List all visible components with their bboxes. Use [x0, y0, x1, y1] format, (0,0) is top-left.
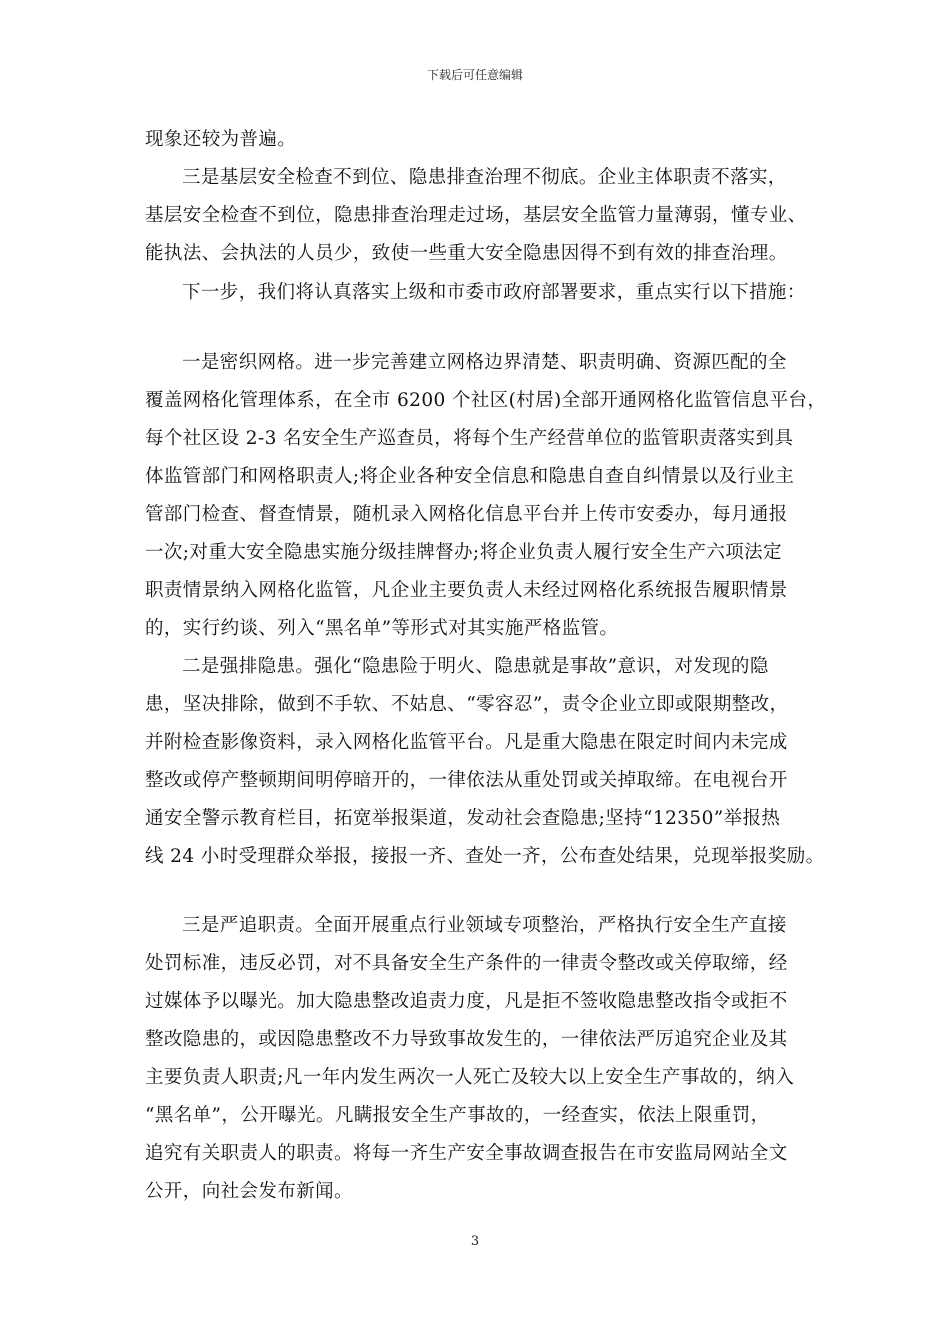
- page-header: 下载后可任意编辑: [426, 68, 523, 82]
- text-line: 一次;对重大安全隐患实施分级挂牌督办;将企业负责人履行安全生产六项法定: [145, 542, 782, 563]
- paragraph-start-line: 一是密织网格。进一步完善建立网格边界清楚、职责明确、资源匹配的全: [182, 352, 787, 373]
- text-line: 通安全警示教育栏目，拓宽举报渠道，发动社会查隐患;坚持“12350”举报热: [145, 808, 781, 829]
- text-line: “黑名单”，公开曝光。凡瞒报安全生产事故的，一经查实，依法上限重罚，: [145, 1105, 770, 1126]
- page-number: 3: [470, 1234, 480, 1249]
- text-line: 体监管部门和网格职责人;将企业各种安全信息和隐患自查自纠情景以及行业主: [145, 466, 795, 487]
- text-line: 线 24 小时受理群众举报，接报一齐、查处一齐，公布查处结果，兑现举报奖励。: [145, 846, 825, 867]
- text-line: 处罚标准，违反必罚，对不具备安全生产条件的一律责令整改或关停取缔，经: [145, 953, 788, 974]
- paragraph-start-line: 三是基层安全检查不到位、隐患排查治理不彻底。企业主体职责不落实，: [182, 167, 787, 188]
- text-line: 患，坚决排除，做到不手软、不姑息、“零容忍”，责令企业立即或限期整改，: [145, 694, 789, 715]
- paragraph-start-line: 下一步，我们将认真落实上级和市委市政府部署要求，重点实行以下措施：: [182, 282, 806, 303]
- text-line: 能执法、会执法的人员少，致使一些重大安全隐患因得不到有效的排查治理。: [145, 243, 788, 264]
- text-line: 现象还较为普遍。: [145, 129, 297, 150]
- text-line: 的，实行约谈、列入“黑名单”等形式对其实施严格监管。: [145, 618, 619, 639]
- text-line: 管部门检查、督查情景，随机录入网格化信息平台并上传市安委办，每月通报: [145, 504, 788, 525]
- text-line: 主要负责人职责;凡一年内发生两次一人死亡及较大以上安全生产事故的，纳入: [145, 1067, 795, 1088]
- text-line: 基层安全检查不到位，隐患排查治理走过场，基层安全监管力量薄弱，懂专业、: [145, 205, 807, 226]
- text-line: 追究有关职责人的职责。将每一齐生产安全事故调查报告在市安监局网站全文: [145, 1143, 788, 1164]
- text-line: 职责情景纳入网格化监管，凡企业主要负责人未经过网格化系统报告履职情景: [145, 580, 788, 601]
- text-line: 公开，向社会发布新闻。: [145, 1181, 353, 1202]
- text-line: 整改隐患的，或因隐患整改不力导致事故发生的，一律依法严厉追究企业及其: [145, 1029, 788, 1050]
- text-line: 并附检查影像资料，录入网格化监管平台。凡是重大隐患在限定时间内未完成: [145, 732, 788, 753]
- text-line: 覆盖网格化管理体系，在全市 6200 个社区(村居)全部开通网格化监管信息平台，: [145, 390, 827, 411]
- paragraph-start-line: 三是严追职责。全面开展重点行业领域专项整治，严格执行安全生产直接: [182, 915, 787, 936]
- text-line: 过媒体予以曝光。加大隐患整改追责力度，凡是拒不签收隐患整改指令或拒不: [145, 991, 788, 1012]
- text-line: 整改或停产整顿期间明停暗开的，一律依法从重处罚或关掉取缔。在电视台开: [145, 770, 788, 791]
- text-line: 每个社区设 2-3 名安全生产巡查员，将每个生产经营单位的监管职责落实到具: [145, 428, 794, 449]
- paragraph-start-line: 二是强排隐患。强化“隐患险于明火、隐患就是事故”意识，对发现的隐: [182, 656, 769, 677]
